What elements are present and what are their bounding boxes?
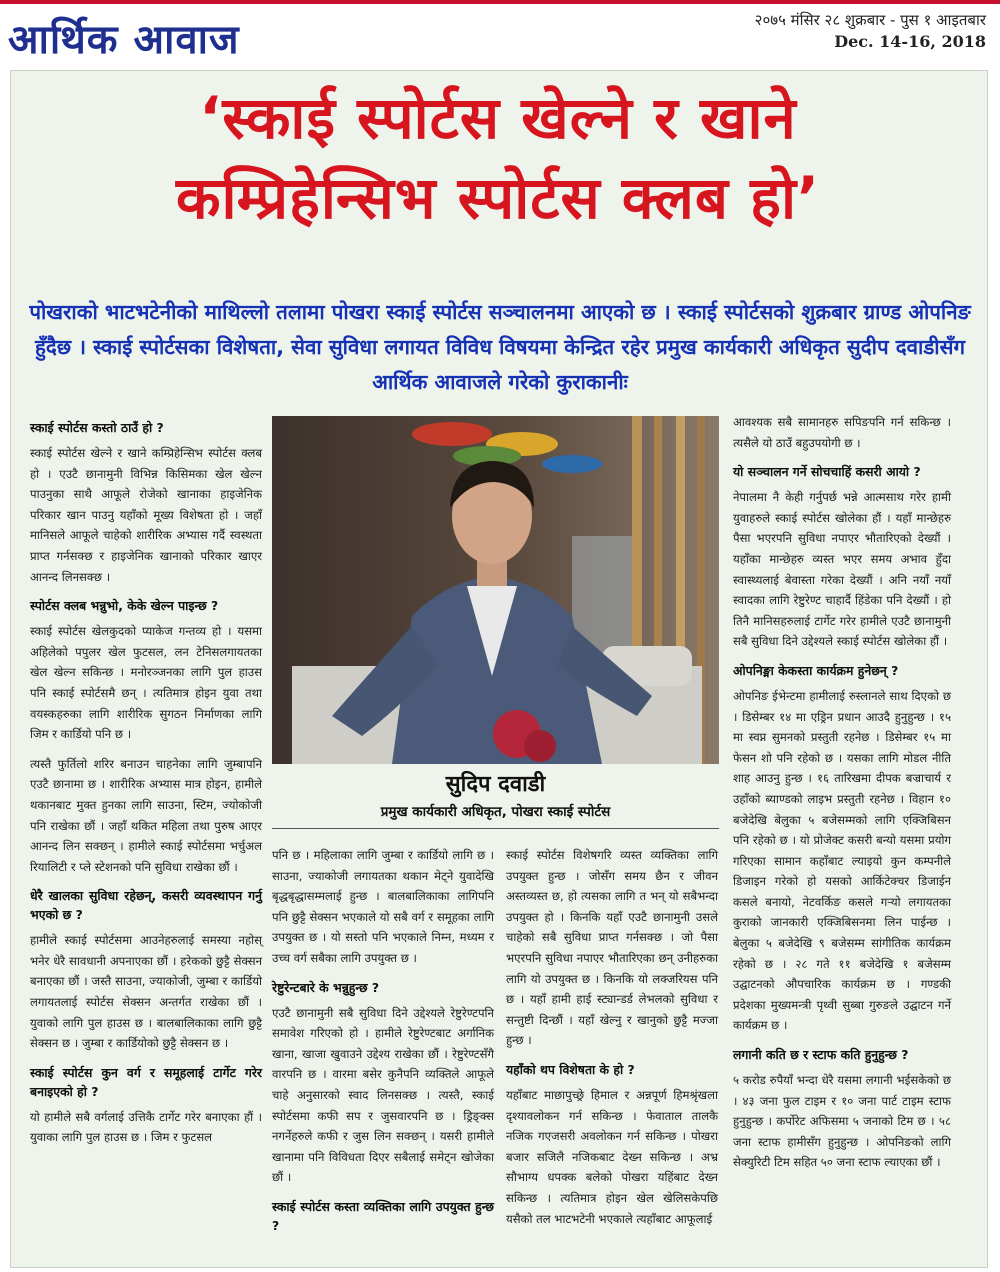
article-headline — [10, 78, 986, 238]
headline-line-2: कम्प्रिहेन्सिभ स्पोर्टस क्लब हो’ — [176, 164, 820, 232]
question-heading: यहाँको थप विशेषता के हो ? — [506, 1061, 635, 1077]
top-rule — [0, 0, 1000, 4]
answer-paragraph: यो हामीले सबै वर्गलाई उत्तिकै टार्गेट गरेर बनाएका हौं । युवाका लागि पुल हाउस छ । जिम र फुटसल — [30, 1109, 262, 1145]
caption-rule — [272, 828, 719, 829]
column-3 — [733, 412, 951, 1182]
answer-paragraph: स्काई स्पोर्टस खेलकुदको प्याकेज गन्तव्य हो । यसमा अहिलेको पपुलर खेल फुटसल, लन टेनिसलगायतका खेल खेल्न सकिन्छ । मनोरञ्जनका लागि पुल हाउस पनि स्काई स्पोर्टसमै छन् । त्यतिमात्र होइन युवा तथा वयस्कहरुका लागि शारीरिक सुगठन निर्माणका लागि जिम र कार्डियो पनि छ । — [30, 624, 262, 742]
column-1 — [30, 412, 262, 1157]
answer-paragraph: स्काई स्पोर्टस खेल्ने र खाने कम्प्रिहेन्सिभ स्पोर्टस क्लब हो । एउटै छानामुनी विभिन्न किसिमका खेल खेल्न पाउनुका साथै आफूले रोजेको खानाका हाइजेनिक परिकार खान पाउनु यहाँको मूख्य विशेषता हो । जहाँ मानिसले आफूले चाहेको शारीरिक अभ्यास गर्दै स्वस्थता प्राप्त गर्नसक्छ र हाइजेनिक खानाको परिकार खाएर आनन्द लिनसक्छ । — [30, 446, 262, 584]
headline-line-1: ‘स्काई स्पोर्टस खेल्ने र खाने — [199, 84, 797, 152]
question-heading: स्काई स्पोर्टस कस्तो ठाउँ हो ? — [30, 420, 164, 435]
column-2b — [506, 845, 718, 1238]
question-heading: यो सञ्चालन गर्ने सोचचाहिं कसरी आयो ? — [733, 464, 921, 480]
question-heading: स्काई स्पोर्टस कस्ता व्यक्तिका लागि उपयुक्त हुन्छ ? — [272, 1198, 494, 1233]
column-2a — [272, 845, 494, 1241]
answer-paragraph: नेपालमा नै केही गर्नुपर्छ भन्ने आत्मसाथ गरेर हामी युवाहरुले स्काई स्पोर्टस खोलेका हौं । यहाँ मान्छेहरु पैसा भएरपनि सुविधा नपाएर भौतारिएको देख्यौं । यहाँका मान्छेहरु व्यस्त भएर समय अभाव हुँदा स्वास्थ्यलाई बेवास्ता गरेका देख्यौं । अनि नयाँ नयाँ स्वादका लागि रेष्टुरेण्ट चाहार्दै हिंडेका पनि देख्यौं । हो तिनै मानिसहरुलाई टार्गेट गरेर हामीले एउटै छानामुनी सबै सुविधा दिने उद्देश्यले स्काई स्पोर्टस खोलेका हौं । — [733, 490, 951, 649]
portrait-photo[interactable] — [272, 416, 719, 764]
question-heading: स्काई स्पोर्टस कुन वर्ग र समूहलाई टार्गेट गरेर बनाइएको हो ? — [30, 1064, 262, 1099]
question-heading: धेरै खालका सुविधा रहेछन्, कसरी व्यवस्थापन गर्नु भएको छ ? — [30, 888, 262, 923]
question-heading: रेष्टुरेन्टबारे के भन्नुहुन्छ ? — [272, 979, 380, 995]
issue-date-english: Dec. 14-16, 2018 — [834, 32, 986, 51]
caption-role: प्रमुख कार्यकारी अधिकृत, पोखरा स्काई स्पोर्टस — [380, 804, 611, 820]
issue-date-nepali: २०७५ मंसिर २८ शुक्रबार - पुस १ आइतबार — [754, 11, 986, 29]
answer-paragraph: पनि छ । महिलाका लागि जुम्बा र कार्डियो लागि छ । साउना, ज्याकोजी लगायतका थकान मेट्ने युवादेखि बृद्धबृद्धासम्मलाई हुन्छ । बालबालिकाका लागिपनि पनि छुट्टै सेक्सन भएकाले यो सबै वर्ग र समूहका लागि उपयुक्त छ । यो सस्तो पनि भएकाले निम्न, मध्यम र उच्च वर्ग सबैका लागि उपयुक्त छ । — [272, 848, 494, 965]
answer-paragraph: स्काई स्पोर्टस विशेषगरि व्यस्त व्यक्तिका लागि उपयुक्त हुन्छ । जोसँग समय छैन र जीवन अस्तव्यस्त छ, हो त्यसका लागि त भन् यो सबैभन्दा उपयुक्त हो । किनकि यहाँ एउटै छानामुनी उसले चाहेको सबै सुविधा प्राप्त गर्नसक्छ । जो पैसा भएरपनि सुविधा नपाएर भौतारिएका छन् उनीहरुका लागि यो उपयुक्त छ । किनकि यो लक्जरियस पनि छ । यहाँ हामी हाई स्ट्यान्डर्ड लेभलको सुविधा र सन्तुष्टी दिन्छौं । यहाँ खेल्नु र खानुको छुट्टै मज्जा हुन्छ । — [506, 848, 718, 1048]
question-heading: स्पोर्टस क्लब भन्नुभो, केके खेल्न पाइन्छ ? — [30, 598, 219, 614]
question-heading: लगानी कति छ र स्टाफ कति हुनुहुन्छ ? — [733, 1047, 909, 1063]
photo-caption — [272, 768, 719, 820]
answer-paragraph: ५ करोड रुपैयाँ भन्दा धेरै यसमा लगानी भईसकेको छ । ४३ जना फुल टाइम र १० जना पार्ट टाइम स्टाफ हुनुहुन्छ । कर्पोरेट अफिसमा ५ जनाको टिम छ । ५८ जना स्टाफ हामीसँग हुनुहुन्छ । ओपनिङको लागि सेक्युरिटी टिम सहित ५० जना स्टाफ ल्याएका छौं । — [733, 1073, 951, 1170]
masthead-logo[interactable]: आर्थिक आवाज — [8, 17, 240, 63]
question-heading: ओपनिङ्मा केकस्ता कार्यक्रम हुनेछन् ? — [733, 662, 899, 678]
article-lede: पोखराको भाटभटेनीको माथिल्लो तलामा पोखरा स्काई स्पोर्टस सञ्चालनमा आएको छ । स्काई स्पोर्टसको शुक्रबार ग्राण्ड ओपनिङ हुँदैछ । स्काई स्पोर्टसका विशेषता, सेवा सुविधा लगायत विविध विषयमा केन्द्रित रहेर प्रमुख कार्यकारी अधिकृत सुदीप दवाडीसँग आर्थिक आवाजले गरेको कुराकानीः — [29, 300, 971, 394]
answer-paragraph: एउटै छानामुनी सबै सुविधा दिने उद्देश्यले रेष्टुरेण्टपनि समावेश गरिएको हो । हामीले रेष्टुरेण्टबाट अर्गानिक खाना, खाजा खुवाउने उद्देश्य राखेका छौं । रेष्टुरेण्टसँगै वारपनि छ । वारमा बसेर कुनैपनि व्यक्तिले आफूले चाहे अनुसारको स्वाद लिनसक्छ । त्यस्तै, स्काई स्पोर्टसमा कफी सप र जुसवारपनि छ । ड्रिङ्क्स नगर्नेहरुले कफी र जुस लिन सक्छन् । यसरी हामीले खानामा पनि विविधता दिएर सबैलाई समेट्न खोजेका छौं । — [272, 1005, 494, 1185]
portrait-photo-icon — [272, 416, 719, 764]
answer-paragraph: ओपनिङ ईभेन्टमा हामीलाई रुस्लानले साथ दिएको छ । डिसेम्बर १४ मा एड्रिन प्रधान आउदै हुनुहुन्छ । १५ मा स्वप्न सुमनको प्रस्तुती रहनेछ । डिसेम्बर १५ मा फेसन शो पनि रहेको छ । यसका लागि मोडल नीति शाह आउनु हुन्छ । १६ तारिखमा दीपक बज्राचार्य र उहाँको ब्याण्डको लाइभ प्रस्तुती रहनेछ । विहान १० बजेदेखि बेलुका ५ बजेसम्मको लागि एक्जिबिसन पनि रहेको छ । यो प्रोजेक्ट कसरी बन्यो यसमा प्रयोग गरिएका सामान कहाँबाट ल्याइयो कुन कम्पनीले डिजाइन गरेको हो यसको आर्किटेक्चर डिजाईन कसले बनायो, नेटवर्किङ कसले गर्‍यो लगायतका कुराको जानकारी एक्जिबिसनमा लिन पाईन्छ । बेलुका ५ बजेदेखि ९ बजेसम्म सांगीतिक कार्यक्रम रहेको छ । २८ गते ११ बजेदेखि १ बजेसम्म उद्घाटनको औपचारिक कार्यक्रम छ । गण्डकी प्रदेशका मुख्यमन्त्री पृथ्वी सुब्बा गुरुङले उद्घाटन गर्ने कार्यक्रम छ । — [733, 688, 951, 1033]
issue-dateline — [755, 10, 986, 51]
answer-paragraph: हामीले स्काई स्पोर्टसमा आउनेहरुलाई समस्या नहोस् भनेर धेरै सावधानी अपनाएका छौं । हरेकको छुट्टै सेक्सन बनाएका छौं । जस्तै साउना, ज्याकोजी, जुम्बा र कार्डियो लगायतलाई स्पोर्टस सेक्सन अन्तर्गत राखेका छौं । युवाको लागि पुल हाउस छ । बालबालिकाका लागि छुट्टै सेक्सन छ । जुम्बा र कार्डियोको छुट्टै सेक्सन छ । — [30, 933, 262, 1051]
answer-paragraph: यहाँबाट माछापुच्छ्रे हिमाल र अन्नपूर्ण हिमश्रृंखला दृश्यावलोकन गर्न सकिन्छ । फेवाताल तालकै नजिक गएजसरी अवलोकन गर्न सकिन्छ । पोखरा बजार सजिलै नजिकबाट देख्न सकिन्छ । अभ्र सौभाग्य धपक्क बलेको पोखरा यहिंबाट देख्न सकिन्छ । त्यतिमात्र होइन खेल खेलिसकेपछि यसैको तल भाटभटेनी भएकाले त्यहाँबाट आफूलाई — [506, 1087, 718, 1226]
answer-paragraph: त्यस्तै फुर्तिलो शरिर बनाउन चाहनेका लागि जुम्बापनि एउटै छानामा छ । शारीरिक अभ्यास मात्र होइन, हामीले थकानबाट मुक्त हुनका लागि साउना, स्टिम, ज्योकोजी पनि राखेका छौं । जहाँ थकित महिला तथा पुरुष आएर आनन्द लिन सक्छन् । हामीले स्काई स्पोर्टसमा भर्चुअल रियालिटी र प्ले स्टेशनको पनि सुविधा राखेका छौं । — [30, 756, 262, 874]
answer-paragraph: आवश्यक सबै सामानहरु सपिङपनि गर्न सकिन्छ । त्यसैले यो ठाउँ बहुउपयोगी छ । — [733, 415, 951, 450]
caption-name: सुदिप दवाडी — [445, 772, 546, 797]
